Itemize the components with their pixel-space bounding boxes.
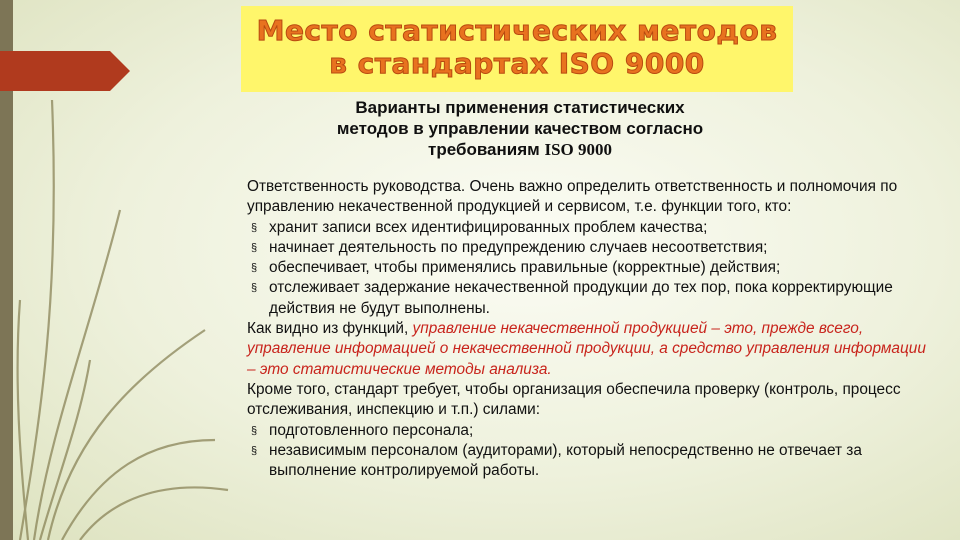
list-item-text: обеспечивает, чтобы применялись правильные (корректные) действия; <box>269 259 781 277</box>
subtitle-line-3-text: требованиям <box>428 140 545 159</box>
intro-rest: . Очень важно определить ответственность и полномочия по управлению некачественной продукцией и сервисом, т.е. функции того, кто: <box>247 178 898 216</box>
conclusion-plain: Как видно из функций, <box>247 320 413 338</box>
intro-paragraph <box>247 177 927 218</box>
list-item-text: подготовленного персонала; <box>269 421 474 439</box>
list-item-text: начинает деятельность по предупреждению случаев несоответствия; <box>269 238 768 256</box>
conclusion-highlight: управление некачественной продукцией – это, прежде всего, управление информацией о некачественной продукции, а средство управления информации – это статистические методы анализа. <box>247 320 926 378</box>
bullet-icon: § <box>251 282 258 295</box>
subtitle-line-1: Варианты применения статистических <box>355 98 685 117</box>
title-line-1: Место статистических методов <box>256 14 778 47</box>
conclusion-paragraph <box>247 319 927 380</box>
list-item-text: хранит записи всех идентифицированных проблем качества; <box>269 218 708 236</box>
list-item <box>247 218 927 238</box>
bullet-icon: § <box>251 241 258 254</box>
title-line-2: в стандартах ISO 9000 <box>329 47 705 80</box>
subtitle-line-2: методов в управлении качеством согласно <box>336 119 704 138</box>
bullet-icon: § <box>251 424 258 437</box>
list-item-text: отслеживает задержание некачественной продукции до тех пор, пока корректирующие действия не будут выполнены. <box>269 279 893 317</box>
list-item <box>247 278 927 319</box>
body-text <box>247 177 927 481</box>
subtitle-line-3 <box>280 139 760 160</box>
list-item <box>247 441 927 482</box>
subtitle <box>280 97 760 160</box>
subtitle-iso: ISO 9000 <box>544 140 612 159</box>
requirement-paragraph: Кроме того, стандарт требует, чтобы организация обеспечила проверку (контроль, процесс отслеживания, инспекцию и т.п.) силами: <box>247 380 901 419</box>
intro-heading: Ответственность руководства <box>247 178 461 195</box>
list-item <box>247 421 927 441</box>
red-arrow-decoration <box>0 51 130 91</box>
bullet-icon: § <box>251 221 258 234</box>
list-item-text: независимым персоналом (аудиторами), который непосредственно не отвечает за выполнение контролируемой работы. <box>269 441 862 480</box>
title-box <box>241 6 793 92</box>
list-item <box>247 238 927 258</box>
bullet-icon: § <box>251 444 258 457</box>
list-item <box>247 258 927 278</box>
bullet-icon: § <box>251 262 258 275</box>
